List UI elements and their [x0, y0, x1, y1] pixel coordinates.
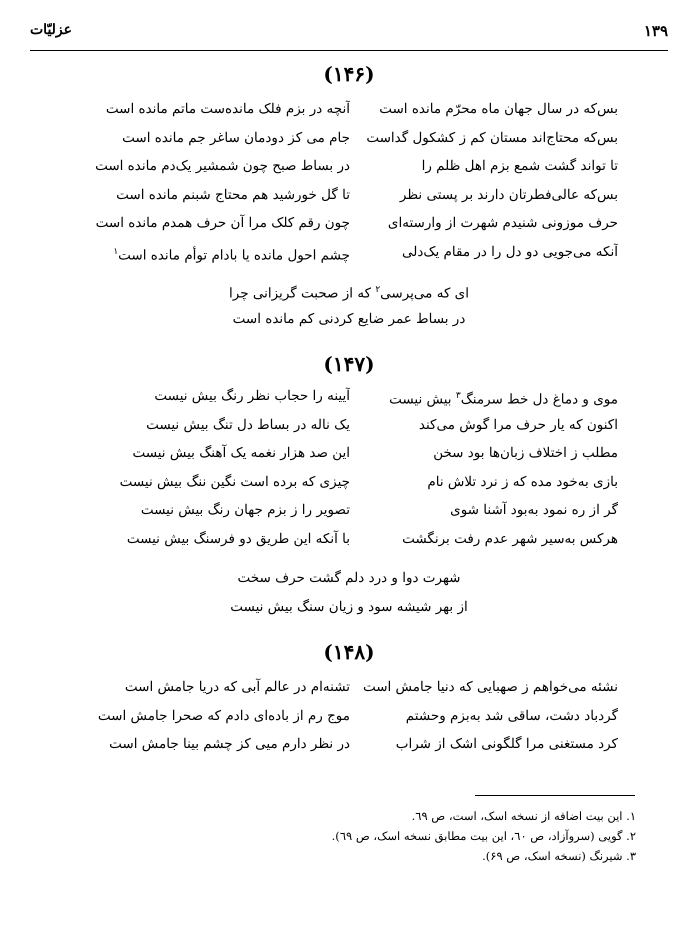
poem-number: (۱۴۷): [323, 352, 375, 376]
closing-text: ای که می‌پرسی: [380, 285, 469, 302]
couplet: [80, 213, 618, 242]
hemistich-second: در بساط صبح چون شمشیر یک‌دم مانده است: [95, 158, 350, 174]
hemistich-first: آنکه می‌جویی دو دل را در مقام یک‌دلی: [402, 243, 618, 260]
footnote-marker: ۱: [113, 246, 119, 257]
hemistich-first: بس‌که محتاج‌اند مستان کم ز کشکول گداست: [366, 129, 618, 146]
couplet: [80, 706, 618, 735]
couplet: [80, 128, 618, 157]
couplet: [80, 529, 618, 558]
hemistich-second: آیینه را حجاب نظر رنگ بیش نیست: [154, 388, 350, 404]
hemistich-second: یک ناله در بساط دل تنگ بیش نیست: [146, 416, 350, 433]
hemistich-second: چون رقم کلک مرا آن حرف همدم مانده است: [95, 215, 350, 231]
footnote-marker: ۳: [455, 391, 461, 401]
couplet: [80, 500, 618, 529]
page-header: [30, 22, 668, 48]
closing-hemistich: شهرت دوا و درد دلم گشت حرف سخت: [237, 570, 461, 586]
couplet: [80, 677, 618, 706]
running-title: عزلیّات: [30, 22, 73, 38]
closing-hemistich: از بهر شیشه سود و زیان سنگ بیش نیست: [230, 599, 468, 615]
hemistich-second: این صد هزار نغمه یک آهنگ بیش نیست: [132, 445, 350, 461]
hemistich-first: گردباد دشت، ساقی شد به‌بزم وحشتم: [405, 707, 618, 724]
hemistich-second: در نظر دارم میی کز چشم بینا جامش است: [109, 736, 350, 752]
hemistich-first: [348, 386, 618, 410]
hemistich-second: با آنکه این طریق دو فرسنگ بیش نیست: [126, 530, 350, 547]
page-number: ۱۳۹: [643, 22, 668, 40]
footnotes: [60, 806, 636, 866]
hemistich-first: حرف موزونی شنیدم شهرت از وارسته‌ای: [387, 215, 618, 231]
footnote: ٢. گویی (سروآزاد، ص ٦٠، این بیت مطابق نسخه اسک، ص ٦٩).: [331, 829, 636, 843]
hemistich-first: بس‌که در سال جهان ماه محرّم مانده است: [379, 101, 618, 117]
footnote-rule: [475, 795, 635, 796]
poem-148-couplets: [80, 677, 618, 763]
couplet: [80, 242, 618, 271]
couplet: [80, 99, 618, 128]
hemistich-first: نشئه می‌خواهم ز صهبایی که دنیا جامش است: [362, 679, 618, 695]
couplet: [80, 443, 618, 472]
header-rule: [30, 50, 668, 51]
hemistich-second: تصویر را ز بزم جهان رنگ بیش نیست: [140, 502, 350, 518]
closing-hemistich: [0, 280, 698, 304]
couplet: [80, 734, 618, 763]
hemistich-first: تا تواند گشت شمع بزم اهل ظلم را: [421, 158, 618, 174]
hemistich-second: چیزی که برده است نگین ننگ بیش نیست: [119, 473, 350, 490]
couplet: [80, 472, 618, 501]
poem-146-couplets: [80, 99, 618, 270]
poem-number: (۱۴۸): [323, 640, 375, 664]
poem-number: (۱۴۶): [323, 62, 375, 86]
hemistich-first: هرکس به‌سیر شهر عدم رفت برنگشت: [402, 530, 618, 547]
poem-147-couplets: [80, 386, 618, 557]
hemistich-text: بیش نیست: [389, 391, 456, 408]
closing-hemistich: در بساط عمر ضایع کردنی کم مانده است: [232, 311, 466, 327]
hemistich-second: جام می کز دودمان ساغر جم مانده است: [122, 129, 350, 146]
hemistich-text: موی و دماغ دل خط سرمنگ: [460, 391, 618, 408]
hemistich-first: کرد مستغنی مرا گلگونی اشک از شراب: [395, 736, 618, 752]
hemistich-second: [80, 242, 350, 266]
hemistich-text: چشم احول مانده یا بادام توأم مانده است: [118, 247, 350, 263]
footnote-marker: ۲: [375, 285, 381, 295]
couplet: [80, 386, 618, 415]
footnote: ١. این بیت اضافه از نسخه اسک، است، ص ٦٩.: [411, 809, 636, 823]
hemistich-first: گر از ره نمود به‌بود آشنا شوی: [450, 502, 618, 518]
couplet: [80, 185, 618, 214]
hemistich-second: تا گل خورشید هم محتاج شبنم مانده است: [116, 186, 350, 203]
couplet: [80, 156, 618, 185]
hemistich-first: بازی به‌خود مده که ز نرد تلاش نام: [427, 473, 618, 490]
couplet: [80, 415, 618, 444]
closing-text: که از صحبت گریزانی چرا: [229, 285, 376, 302]
hemistich-first: بس‌که عالی‌فطرتان دارند بر پستی نظر: [399, 186, 618, 203]
hemistich-second: موج رم از باده‌ای دادم که صحرا جامش است: [97, 707, 350, 724]
footnote: ٣. شیرنگ (نسخه اسک، ص ۶۹).: [482, 849, 636, 863]
hemistich-second: تشنه‌ام در عالم آبی که دریا جامش است: [124, 679, 350, 695]
hemistich-first: مطلب ز اختلاف زبان‌ها بود سخن: [433, 445, 618, 461]
hemistich-first: اکنون که یار حرف مرا گوش می‌کند: [418, 416, 618, 433]
hemistich-second: آنچه در بزم فلک مانده‌ست ماتم مانده است: [105, 101, 350, 117]
